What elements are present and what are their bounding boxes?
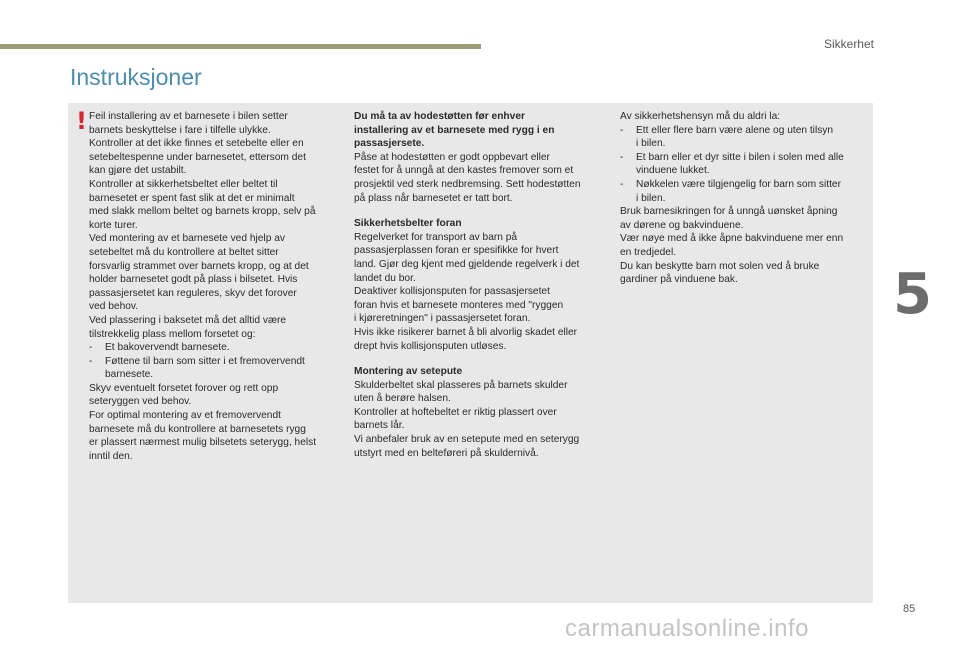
text-line: Ett eller flere barn være alene og uten tilsyn	[636, 124, 834, 136]
text-line: Ved plassering i baksetet må det alltid være	[89, 314, 287, 326]
text-line: passasjersete.	[354, 138, 425, 150]
text-line: barnets beskyttelse i fare i tilfelle ulykke.	[89, 124, 271, 136]
text-line: Ved montering av et barnesete ved hjelp av	[89, 233, 285, 245]
text-line: Regelverket for transport av barn på	[354, 231, 518, 243]
section-heading	[354, 217, 600, 231]
warning-icon: !	[76, 107, 87, 135]
column-right	[620, 110, 862, 287]
list-item	[620, 124, 862, 151]
header-accent-bar	[0, 44, 481, 49]
text-line: Deaktiver kollisjonsputen for passasjersetet	[354, 286, 550, 298]
list-item-text	[636, 124, 833, 151]
text-line: Skyv eventuelt forsetet forover og rett opp	[89, 382, 279, 394]
section-body	[354, 379, 600, 461]
text-line: av dørene og bakvinduene.	[620, 219, 744, 231]
text-line: barnesetet er spent fast slik at det er minimalt	[89, 192, 295, 204]
text-line: en tredjedel.	[620, 246, 677, 258]
column-middle	[354, 110, 600, 460]
text-line: Du kan beskytte barn mot solen ved å bruke	[620, 260, 820, 272]
dash-bullet: -	[620, 178, 624, 190]
text-line: kan gjøre det ustabilt.	[89, 165, 187, 177]
watermark: carmanualsonline.info	[565, 615, 809, 642]
list-item	[89, 341, 339, 355]
text-line: forsvarlig strammet over barnets kropp, og at det	[89, 260, 309, 272]
text-line: Føttene til barn som sitter i et fremovervendt	[105, 355, 305, 367]
text-line: korte turer.	[89, 219, 138, 231]
text-line: tilstrekkelig plass mellom forsetet og:	[89, 328, 256, 340]
text-line: vinduene lukket.	[636, 165, 710, 177]
list-item-text	[105, 355, 305, 382]
list-item	[89, 355, 339, 382]
text-line: Vi anbefaler bruk av en setepute med en seterygg	[354, 434, 580, 446]
text-line: Kontroller at sikkerhetsbeltet eller beltet til	[89, 178, 278, 190]
text-line: Vær nøye med å ikke åpne bakvinduene mer enn	[620, 233, 844, 245]
text-line: Skulderbeltet skal plasseres på barnets skulder	[354, 379, 568, 391]
list-item-text	[636, 151, 844, 178]
section-body	[354, 231, 600, 353]
column-warning	[89, 110, 339, 463]
safety-bullets	[620, 124, 862, 206]
text-line: Hvis ikke risikerer barnet å bli alvorlig skadet eller	[354, 326, 578, 338]
text-line: setebeltet må du kontrollere at beltet sitter	[89, 246, 279, 258]
text-line: barnets lår.	[354, 420, 405, 432]
text-line: Påse at hodestøtten er godt oppbevart eller	[354, 151, 550, 163]
text-line: Sikkerhetsbelter foran	[354, 218, 462, 230]
text-line: For optimal montering av et fremovervendt	[89, 410, 281, 422]
list-item	[620, 178, 862, 205]
text-line: ved behov.	[89, 301, 139, 313]
page-number: 85	[903, 603, 916, 615]
text-line: foran hvis et barnesete monteres med "ryggen	[354, 299, 564, 311]
text-line: i bilen.	[636, 192, 666, 204]
text-line: Kontroller at det ikke finnes et setebelte eller en	[89, 138, 304, 150]
text-line: barnesete må du kontrollere at barnesetets rygg	[89, 423, 306, 435]
text-line: med slakk mellom beltet og barnets kropp, selv på	[89, 206, 316, 218]
text-line: passasjersetet kan reguleres, skyv det forover	[89, 287, 297, 299]
text-line: installering av et barnesete med rygg i en	[354, 124, 555, 136]
text-line: utstyrt med en belteføreri på skuldernivå.	[354, 447, 539, 459]
text-line: barnesete.	[105, 369, 154, 381]
section-booster-seat	[354, 365, 600, 460]
chapter-tab	[893, 185, 960, 493]
text-line: drept hvis kollisjonsputen utløses.	[354, 340, 507, 352]
dash-bullet: -	[89, 342, 93, 354]
page-title: Instruksjoner	[70, 64, 202, 90]
text-line: uten å berøre halsen.	[354, 393, 451, 405]
safety-intro: Av sikkerhetshensyn må du aldri la:	[620, 111, 781, 122]
warning-bullets	[89, 341, 339, 382]
section-heading	[354, 365, 600, 379]
text-line: Montering av setepute	[354, 366, 463, 378]
dash-bullet: -	[620, 151, 624, 163]
section-body	[354, 151, 600, 205]
text-line: seteryggen ved behov.	[89, 396, 192, 408]
section-headrest	[354, 110, 600, 205]
instructions-panel	[68, 103, 873, 603]
text-line: prosjektil ved sterk nedbremsing. Sett hodestøtten	[354, 178, 581, 190]
text-line: Et bakovervendt barnesete.	[105, 342, 230, 354]
text-line: gardiner på vinduene bak.	[620, 274, 738, 286]
section-front-belts	[354, 217, 600, 353]
dash-bullet: -	[89, 355, 93, 367]
text-line: Du må ta av hodestøtten før enhver	[354, 111, 525, 122]
text-line: landet du bor.	[354, 272, 416, 284]
list-item-text	[636, 178, 841, 205]
list-item	[620, 151, 862, 178]
text-line: holder barnesetet godt på plass i bilsetet. Hvis	[89, 274, 298, 286]
text-line: setebeltespenne under barnesetet, ettersom det	[89, 151, 306, 163]
text-line: festet for å unngå at den kastes fremover som et	[354, 165, 574, 177]
text-line: land. Gjør deg kjent med gjeldende regelverk i det	[354, 258, 580, 270]
text-line: Bruk barnesikringen for å unngå uønsket åpning	[620, 206, 838, 218]
text-line: Feil installering av et barnesete i bilen setter	[89, 111, 288, 122]
text-line: Nøkkelen være tilgjengelig for barn som sitter	[636, 178, 841, 190]
list-item-text	[105, 341, 230, 355]
chapter-number: 5	[893, 262, 932, 327]
text-line: i kjøreretningen" i passasjersetet foran.	[354, 313, 531, 325]
text-line: passasjerplassen foran er spesifikke for hvert	[354, 245, 559, 257]
text-line: på plass når barnesetet er tatt bort.	[354, 192, 513, 204]
warning-text-after	[89, 382, 339, 464]
section-heading	[354, 110, 600, 151]
safety-text-after	[620, 205, 862, 287]
text-line: Kontroller at hoftebeltet er riktig plassert over	[354, 406, 557, 418]
text-line: Et barn eller et dyr sitte i bilen i solen med alle	[636, 151, 844, 163]
dash-bullet: -	[620, 124, 624, 136]
text-line: er plassert nærmest mulig bilsetets seterygg, helst	[89, 437, 317, 449]
warning-text-block	[89, 110, 339, 341]
section-label: Sikkerhet	[823, 37, 874, 51]
text-line: i bilen.	[636, 138, 666, 150]
text-line: inntil den.	[89, 450, 133, 462]
